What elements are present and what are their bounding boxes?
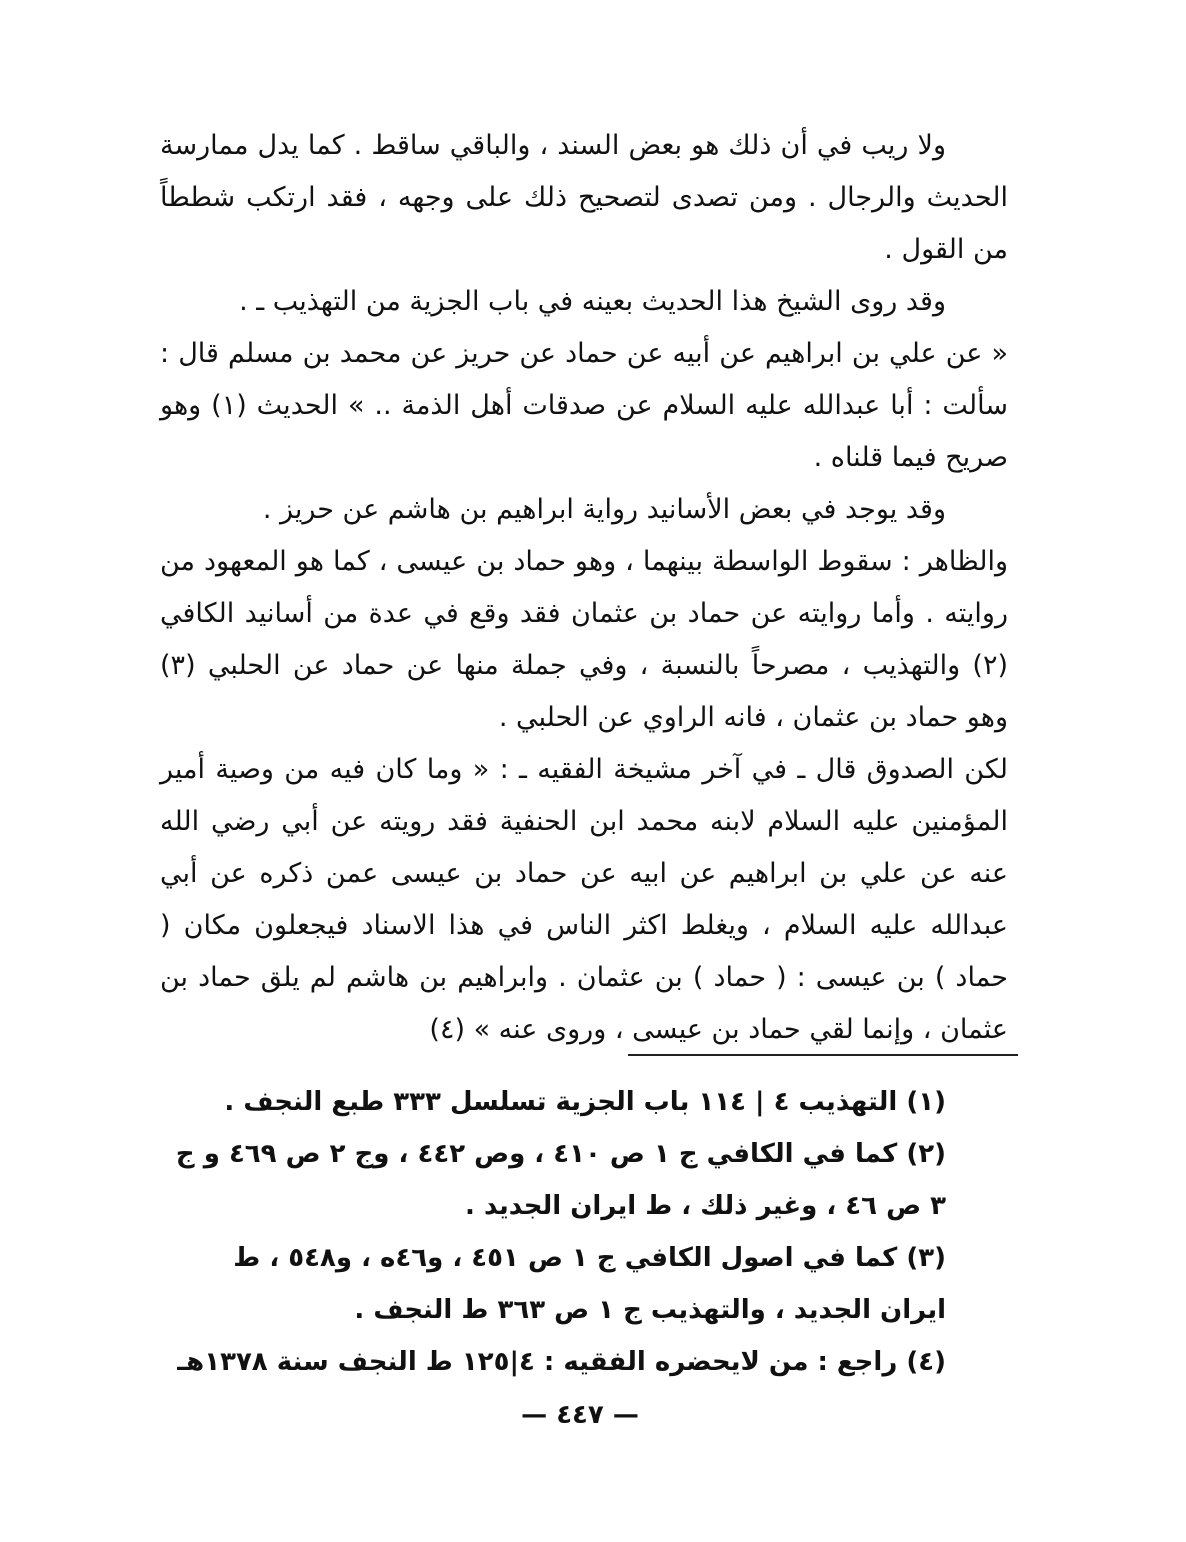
footnote-4: (٤) راجع : من لايحضره الفقيه : ٤|١٢٥ ط النجف سنة ١٣٧٨هـ [177, 1347, 946, 1377]
paragraph-4: وقد يوجد في بعض الأسانيد رواية ابراهيم بن هاشم عن حريز . [262, 494, 946, 525]
page-number: — ٤٤٧ — [521, 1400, 639, 1430]
paragraph-1: ولا ريب في أن ذلك هو بعض السند ، والباقي ساقط . كما يدل ممارسة الحديث والرجال . ومن تصدى لتصحيح ذلك على وجهه ، فقد ارتكب شططاً من القول . [160, 130, 1008, 265]
footnote-separator [628, 1054, 1018, 1056]
paragraph-2: وقد روى الشيخ هذا الحديث بعينه في باب الجزية من التهذيب ـ . [239, 286, 946, 317]
paragraph-3-hadith-quote: « عن علي بن ابراهيم عن أبيه عن حماد عن حريز عن محمد بن مسلم قال : سألت : أبا عبدالله عليه السلام عن صدقات أهل الذمة .. » الحديث (١) وهو صريح فيما قلناه . [160, 338, 1008, 473]
footnote-2: (٢) كما في الكافي ج ١ ص ٤١٠ ، وص ٤٤٢ ، وج ٢ ص ٤٦٩ و ج ٣ ص ٤٦ ، وغير ذلك ، ط ايران الجديد . [175, 1139, 946, 1221]
paragraph-6-saduq-quote: لكن الصدوق قال ـ في آخر مشيخة الفقيه ـ : « وما كان فيه من وصية أمير المؤمنين عليه السلام لابنه محمد ابن الحنفية فقد رويته عن أبي رضي الله عنه عن علي بن ابراهيم عن ابيه عن حماد بن عيسى عمن ذكره عن أبي عبدالله عليه السلام ، ويغلط اكثر الناس في هذا الاسناد فيجعلون مكان ( حماد ) بن عيسى : ( حماد ) بن عثمان . وابراهيم بن هاشم لم يلق حماد بن عثمان ، وإنما لقي حماد بن عيسى ، وروى عنه » (٤) [160, 754, 1008, 1045]
main-text [160, 120, 1008, 1056]
footnote-1: (١) التهذيب ٤ | ١١٤ باب الجزية تسلسل ٣٣٣ طبع النجف . [224, 1087, 946, 1117]
footnote-3: (٣) كما في اصول الكافي ج ١ ص ٤٥١ ، و٤٦ه ، و٥٤٨ ، ط ايران الجديد ، والتهذيب ج ١ ص ٣٦٣ ط النجف . [233, 1243, 946, 1325]
footnotes [160, 1076, 1008, 1388]
paragraph-5: والظاهر : سقوط الواسطة بينهما ، وهو حماد بن عيسى ، كما هو المعهود من روايته . وأما روايته عن حماد بن عثمان فقد وقع في عدة من أسانيد الكافي (٢) والتهذيب ، مصرحاً بالنسبة ، وفي جملة منها عن حماد عن الحلبي (٣) وهو حماد بن عثمان ، فانه الراوي عن الحلبي . [160, 546, 1008, 733]
